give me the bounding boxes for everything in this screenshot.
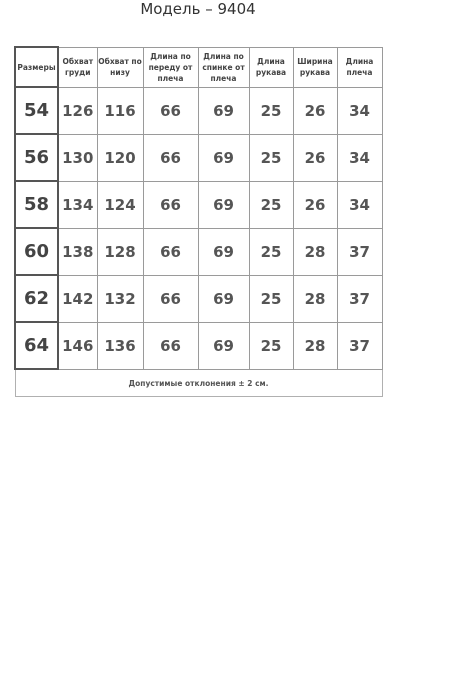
table-row: [15, 228, 382, 275]
table-row: [15, 87, 382, 134]
table-cell: 69: [198, 322, 249, 369]
table-cell: 134: [58, 181, 97, 228]
table-cell: 66: [143, 134, 198, 181]
table-cell: 25: [249, 275, 293, 322]
table-cell: 116: [97, 87, 143, 134]
table-cell: 69: [198, 134, 249, 181]
table-cell: 28: [293, 322, 337, 369]
table-cell: 66: [143, 228, 198, 275]
header-row: [15, 47, 382, 87]
header-shoulder-length: Длина плеча: [337, 47, 382, 87]
table-cell: 69: [198, 87, 249, 134]
table-cell: 66: [143, 322, 198, 369]
table-cell: 66: [143, 275, 198, 322]
table-cell: 69: [198, 275, 249, 322]
table-cell: 37: [337, 322, 382, 369]
table-cell: 146: [58, 322, 97, 369]
header-chest: Обхват груди: [58, 47, 97, 87]
table-row: [15, 275, 382, 322]
table-cell: 25: [249, 87, 293, 134]
header-sleeve-length: Длина рукава: [249, 47, 293, 87]
header-back-length: Длина по спинке от плеча: [198, 47, 249, 87]
table-cell: 25: [249, 228, 293, 275]
tolerance-note: Допустимые отклонения ± 2 см.: [15, 369, 382, 397]
table-row: [15, 181, 382, 228]
table-row: [15, 134, 382, 181]
table-cell: 26: [293, 87, 337, 134]
size-table: [14, 46, 383, 397]
header-hem: Обхват по низу: [97, 47, 143, 87]
table-cell: 28: [293, 275, 337, 322]
table-cell: 26: [293, 181, 337, 228]
table-cell: 66: [143, 87, 198, 134]
table-cell: 136: [97, 322, 143, 369]
table-cell: 34: [337, 181, 382, 228]
table-cell: 28: [293, 228, 337, 275]
table-cell: 34: [337, 134, 382, 181]
table-cell: 25: [249, 134, 293, 181]
header-sleeve-width: Ширина рукава: [293, 47, 337, 87]
size-cell: 60: [15, 228, 58, 275]
table-row: [15, 322, 382, 369]
table-cell: 128: [97, 228, 143, 275]
size-cell: 58: [15, 181, 58, 228]
table-cell: 69: [198, 228, 249, 275]
table-cell: 130: [58, 134, 97, 181]
table-cell: 25: [249, 322, 293, 369]
size-cell: 54: [15, 87, 58, 134]
size-cell: 56: [15, 134, 58, 181]
table-cell: 37: [337, 228, 382, 275]
table-cell: 25: [249, 181, 293, 228]
table-cell: 37: [337, 275, 382, 322]
table-cell: 138: [58, 228, 97, 275]
table-cell: 66: [143, 181, 198, 228]
table-cell: 124: [97, 181, 143, 228]
table-cell: 26: [293, 134, 337, 181]
note-row: [15, 369, 382, 397]
table-cell: 142: [58, 275, 97, 322]
table-cell: 34: [337, 87, 382, 134]
table-cell: 69: [198, 181, 249, 228]
size-cell: 64: [15, 322, 58, 369]
table-cell: 120: [97, 134, 143, 181]
size-cell: 62: [15, 275, 58, 322]
header-size: Размеры: [15, 47, 58, 87]
header-front-length: Длина по переду от плеча: [143, 47, 198, 87]
table-cell: 126: [58, 87, 97, 134]
table-cell: 132: [97, 275, 143, 322]
page-title: Модель – 9404: [140, 0, 256, 18]
